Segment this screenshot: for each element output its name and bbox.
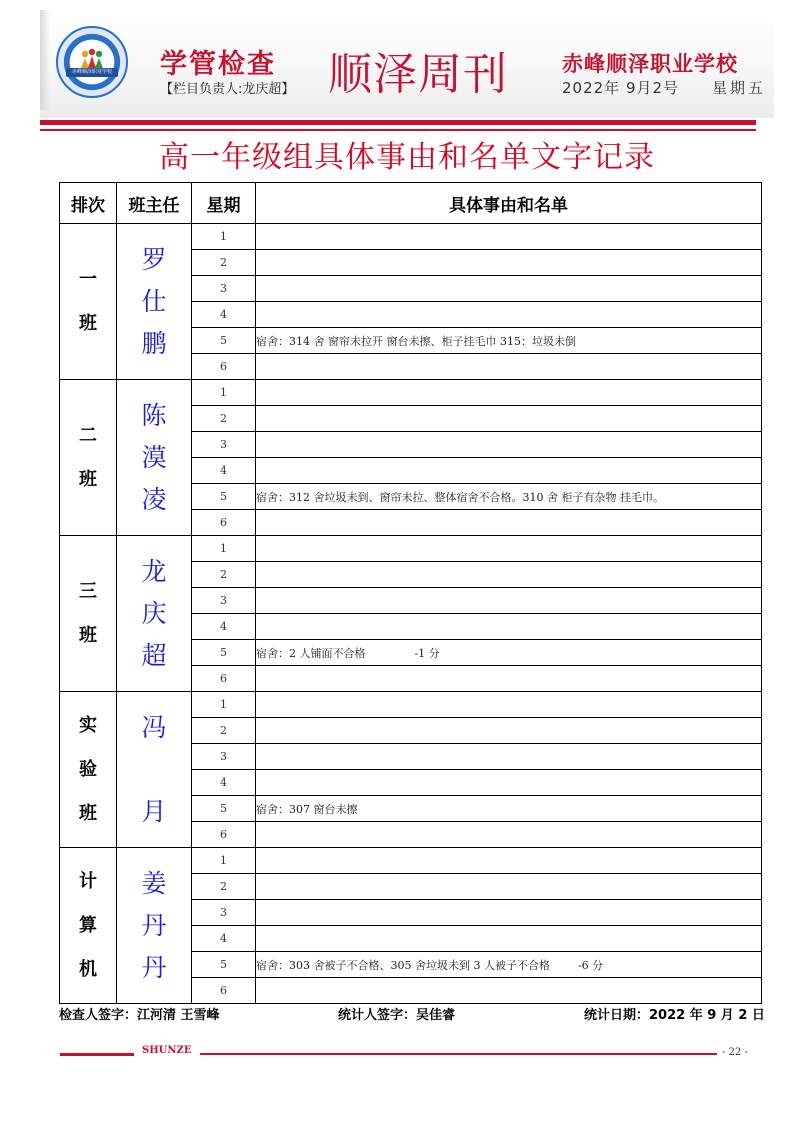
teacher-name-cell (117, 380, 192, 536)
detail-cell (256, 692, 762, 718)
detail-cell (256, 224, 762, 250)
teacher-name-char: 冯 (141, 712, 167, 742)
weekday-number: 5 (192, 328, 256, 354)
weekday-number: 6 (192, 510, 256, 536)
weekday-number: 5 (192, 640, 256, 666)
class-name-char: 计 (79, 870, 97, 892)
teacher-name-char: 仕 (141, 286, 167, 316)
header-rank: 排次 (60, 183, 117, 224)
class-name-char: 班 (79, 802, 97, 824)
table-row (60, 536, 762, 562)
teacher-name-char: 龙 (141, 556, 167, 586)
stat-date: 统计日期：2022 年 9 月 2 日 (584, 1008, 765, 1023)
class-name-char: 班 (79, 312, 97, 334)
weekday-number: 4 (192, 614, 256, 640)
teacher-name-char: 漠 (141, 442, 167, 472)
weekday-number: 5 (192, 952, 256, 978)
magazine-title: 顺泽周刊 (328, 49, 508, 100)
class-name-char: 班 (79, 624, 97, 646)
weekday-number: 3 (192, 900, 256, 926)
footer-rule-right (200, 1053, 717, 1055)
masthead-shadow (40, 10, 50, 110)
footer-rule-left (60, 1053, 134, 1056)
weekday-number: 5 (192, 796, 256, 822)
weekday-number: 4 (192, 302, 256, 328)
weekday-number: 3 (192, 432, 256, 458)
class-name-cell (60, 692, 117, 848)
detail-cell (256, 874, 762, 900)
issue-weekday: 星期五 (712, 79, 767, 97)
class-name-cell (60, 380, 117, 536)
detail-cell (256, 978, 762, 1004)
class-name-cell (60, 848, 117, 1004)
weekday-number: 6 (192, 354, 256, 380)
weekday-number: 6 (192, 666, 256, 692)
class-name-cell (60, 224, 117, 380)
issue-date: 2022年 9月2号 (562, 79, 680, 97)
detail-cell (256, 614, 762, 640)
weekday-number: 3 (192, 588, 256, 614)
weekday-number: 4 (192, 770, 256, 796)
class-name-char: 一 (79, 268, 97, 290)
page-number: - 22 - (722, 1047, 748, 1058)
column-owner: 【栏目负责人:龙庆超】 (160, 82, 295, 97)
detail-cell (256, 926, 762, 952)
detail-cell (256, 666, 762, 692)
class-name-char: 验 (79, 758, 97, 780)
detail-cell (256, 276, 762, 302)
footer-brand: SHUNZE (142, 1045, 192, 1056)
weekday-number: 3 (192, 744, 256, 770)
header-teacher: 班主任 (117, 183, 192, 224)
detail-cell (256, 900, 762, 926)
class-name-char: 算 (79, 914, 97, 936)
weekday-number: 1 (192, 224, 256, 250)
weekday-number: 4 (192, 926, 256, 952)
detail-cell (256, 380, 762, 406)
teacher-name-cell (117, 692, 192, 848)
detail-cell: 宿舍：314 舍 窗帘未拉开 窗台未擦、柜子挂毛巾 315：垃圾未倒 (256, 328, 762, 354)
detail-cell: 宿舍：307 窗台未擦 (256, 796, 762, 822)
teacher-name-char: 凌 (141, 484, 167, 514)
table-row (60, 848, 762, 874)
table-body (60, 224, 762, 1004)
column-title: 学管检查 (160, 49, 276, 80)
class-name-char: 二 (79, 424, 97, 446)
weekday-number: 2 (192, 406, 256, 432)
weekday-number: 2 (192, 874, 256, 900)
masthead (40, 10, 774, 118)
table-header-row (60, 183, 762, 224)
teacher-name-cell (117, 848, 192, 1004)
page-title: 高一年级组具体事由和名单文字记录 (159, 140, 655, 175)
table-row (60, 224, 762, 250)
weekday-number: 6 (192, 978, 256, 1004)
teacher-name-char: 罗 (141, 244, 167, 274)
detail-cell (256, 822, 762, 848)
detail-cell (256, 406, 762, 432)
detail-cell (256, 536, 762, 562)
teacher-name-char: 超 (141, 640, 167, 670)
record-table (59, 182, 762, 1004)
teacher-name-char: 月 (141, 796, 167, 826)
detail-cell (256, 744, 762, 770)
header-divider-thin (40, 129, 756, 131)
teacher-name-char: 丹 (141, 910, 167, 940)
class-name-char: 三 (79, 580, 97, 602)
detail-cell (256, 302, 762, 328)
detail-cell (256, 588, 762, 614)
table-row (60, 692, 762, 718)
detail-cell: 宿舍：2 人铺面不合格 -1 分 (256, 640, 762, 666)
weekday-number: 1 (192, 848, 256, 874)
inspector-signature: 检查人签字：江河清 王雪峰 (59, 1008, 220, 1023)
weekday-number: 4 (192, 458, 256, 484)
header-divider-thick (40, 120, 756, 125)
detail-cell: 宿舍：312 舍垃圾未到、窗帘未拉、整体宿舍不合格。310 舍 柜子有杂物 挂毛巾。 (256, 484, 762, 510)
detail-cell (256, 432, 762, 458)
class-name-char: 班 (79, 468, 97, 490)
teacher-name-cell (117, 536, 192, 692)
detail-cell (256, 718, 762, 744)
detail-cell (256, 770, 762, 796)
detail-cell (256, 562, 762, 588)
detail-cell (256, 510, 762, 536)
logo-text: 赤峰顺泽职业学校 (66, 68, 118, 77)
table-row (60, 380, 762, 406)
weekday-number: 2 (192, 562, 256, 588)
detail-cell (256, 250, 762, 276)
detail-cell (256, 458, 762, 484)
class-name-char: 实 (79, 714, 97, 736)
teacher-name-char: 姜 (141, 868, 167, 898)
class-name-char: 机 (79, 958, 97, 980)
detail-cell (256, 848, 762, 874)
weekday-number: 1 (192, 380, 256, 406)
weekday-number: 5 (192, 484, 256, 510)
teacher-name-cell (117, 224, 192, 380)
class-name-cell (60, 536, 117, 692)
teacher-name-char: 鹏 (141, 328, 167, 358)
weekday-number: 1 (192, 536, 256, 562)
weekday-number: 2 (192, 718, 256, 744)
teacher-name-char (150, 749, 158, 791)
weekday-number: 6 (192, 822, 256, 848)
header-weekday: 星期 (192, 183, 256, 224)
teacher-name-char: 庆 (141, 598, 167, 628)
detail-cell (256, 354, 762, 380)
detail-cell: 宿舍：303 舍被子不合格、305 舍垃圾未到 3 人被子不合格 -6 分 (256, 952, 762, 978)
teacher-name-char: 丹 (141, 952, 167, 982)
school-name: 赤峰顺泽职业学校 (562, 52, 738, 76)
weekday-number: 1 (192, 692, 256, 718)
header-details: 具体事由和名单 (256, 183, 762, 224)
weekday-number: 2 (192, 250, 256, 276)
school-logo (56, 26, 128, 98)
counter-signature: 统计人签字：吴佳睿 (338, 1008, 456, 1023)
teacher-name-char: 陈 (141, 400, 167, 430)
weekday-number: 3 (192, 276, 256, 302)
